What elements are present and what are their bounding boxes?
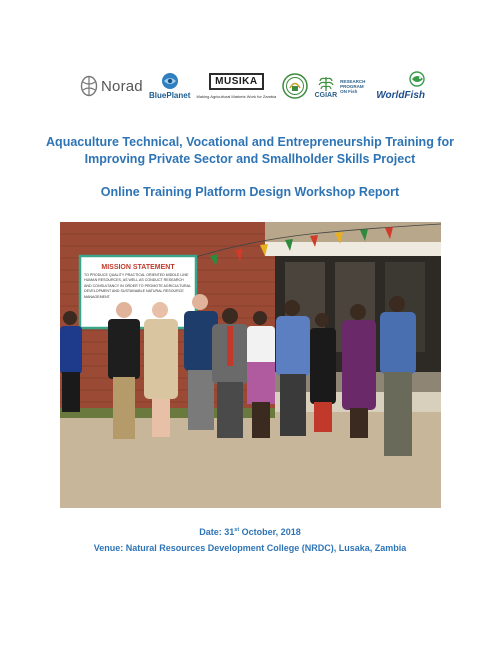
worldfish-logo-text: WorldFish: [376, 90, 425, 101]
norad-logo: [80, 75, 143, 97]
musika-tagline: Making Agricultural Markets Work for Zambia: [196, 94, 277, 99]
date-rest: October, 2018: [239, 527, 301, 537]
sign-text: TO PRODUCE QUALITY PRACTICAL ORIENTED MIDDLE LINE HUMAN RESOURCES, AS WELL AS CONDUCT RESEARCH AND CONSULTANCY IN ORDER TO PROMOTE AGRICULTURAL DEVELOPMENT AND SUSTAINABLE NATURAL RESOURCE MANAGEMENT.: [84, 273, 191, 299]
worldfish-logo: [376, 71, 425, 101]
norad-emblem-icon: [80, 75, 98, 97]
group-photo: [60, 222, 441, 508]
report-date: [40, 527, 460, 537]
partner-logos: [80, 66, 425, 106]
blueplanet-logo-text: BluePlanet: [149, 91, 191, 100]
report-subtitle: Online Training Platform Design Workshop Report: [100, 185, 400, 199]
cgiar-wheat-icon: [316, 74, 336, 92]
date-label: Date: 31: [199, 527, 235, 537]
worldfish-fish-icon: [403, 71, 425, 87]
date-suffix: st: [234, 527, 240, 533]
cgiar-logo: [315, 74, 371, 99]
musika-logo: [197, 73, 277, 99]
report-title-line-2: Improving Private Sector and Smallholder Skills Project: [84, 152, 416, 166]
mission-statement-sign: [80, 256, 196, 328]
report-venue: Venue: Natural Resources Development College (NRDC), Lusaka, Zambia: [93, 543, 407, 553]
report-title-line-1: Aquaculture Technical, Vocational and Entrepreneurship Training for: [46, 135, 454, 149]
norad-logo-text: Norad: [101, 77, 143, 95]
sign-title: MISSION STATEMENT: [101, 264, 175, 271]
research-program-text: RESEARCH PROGRAM ON Fish: [340, 78, 366, 94]
report-title: [40, 134, 460, 168]
musika-logo-text: MUSIKA: [209, 73, 263, 90]
seal-icon: [282, 73, 308, 99]
blueplanet-logo: [149, 72, 190, 100]
cgiar-logo-text: CGIAR: [314, 91, 338, 99]
blueplanet-globe-icon: [161, 72, 179, 90]
zambia-seal-logo: [282, 73, 308, 99]
